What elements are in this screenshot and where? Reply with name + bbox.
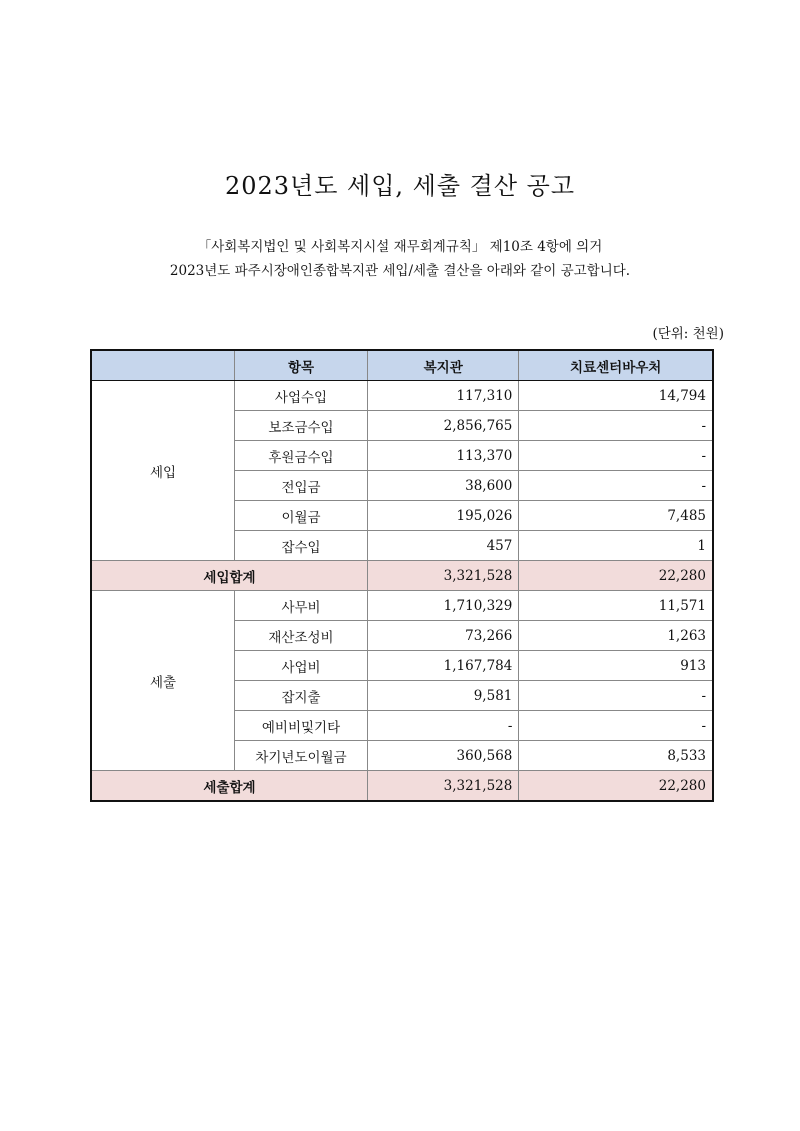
- row-voucher-value: 11,571: [519, 591, 713, 621]
- row-welfare-value: 113,370: [368, 441, 519, 471]
- revenue-category: 세입: [91, 381, 235, 561]
- expense-total-row: [91, 771, 713, 802]
- row-voucher-value: -: [519, 711, 713, 741]
- row-welfare-value: 117,310: [368, 381, 519, 411]
- row-item: 사업수입: [235, 381, 368, 411]
- row-welfare-value: 1,167,784: [368, 651, 519, 681]
- row-voucher-value: 1: [519, 531, 713, 561]
- row-welfare-value: -: [368, 711, 519, 741]
- row-voucher-value: -: [519, 471, 713, 501]
- row-welfare-value: 2,856,765: [368, 411, 519, 441]
- row-welfare-value: 1,710,329: [368, 591, 519, 621]
- row-welfare-value: 360,568: [368, 741, 519, 771]
- revenue-total-label: 세입합계: [91, 561, 368, 591]
- row-voucher-value: -: [519, 411, 713, 441]
- expense-category: 세출: [91, 591, 235, 771]
- row-item: 잡수입: [235, 531, 368, 561]
- row-item: 사업비: [235, 651, 368, 681]
- row-item: 잡지출: [235, 681, 368, 711]
- document-title: 2023년도 세입, 세출 결산 공고: [224, 172, 576, 200]
- row-welfare-value: 38,600: [368, 471, 519, 501]
- revenue-total-welfare: 3,321,528: [368, 561, 519, 591]
- row-voucher-value: -: [519, 681, 713, 711]
- expense-total-welfare: 3,321,528: [368, 771, 519, 802]
- expense-total-voucher: 22,280: [519, 771, 713, 802]
- row-item: 사무비: [235, 591, 368, 621]
- row-voucher-value: 7,485: [519, 501, 713, 531]
- header-blank: [91, 350, 235, 381]
- row-item: 차기년도이월금: [235, 741, 368, 771]
- unit-label: (단위: 천원): [652, 326, 724, 342]
- table-row: [91, 591, 713, 621]
- revenue-total-voucher: 22,280: [519, 561, 713, 591]
- settlement-table: [90, 349, 714, 802]
- row-item: 보조금수입: [235, 411, 368, 441]
- header-therapy-voucher: 치료센터바우처: [519, 350, 713, 381]
- row-item: 이월금: [235, 501, 368, 531]
- row-welfare-value: 457: [368, 531, 519, 561]
- row-welfare-value: 195,026: [368, 501, 519, 531]
- intro-line-2: 2023년도 파주시장애인종합복지관 세입/세출 결산을 아래와 같이 공고합니다.: [169, 263, 631, 279]
- row-welfare-value: 9,581: [368, 681, 519, 711]
- intro-paragraph: [0, 235, 800, 283]
- row-voucher-value: 1,263: [519, 621, 713, 651]
- intro-line-1: 「사회복지법인 및 사회복지시설 재무회계규칙」 제10조 4항에 의거: [197, 239, 603, 255]
- expense-total-label: 세출합계: [91, 771, 368, 802]
- row-voucher-value: -: [519, 441, 713, 471]
- row-item: 재산조성비: [235, 621, 368, 651]
- revenue-total-row: [91, 561, 713, 591]
- header-item: 항목: [235, 350, 368, 381]
- row-voucher-value: 8,533: [519, 741, 713, 771]
- header-welfare-center: 복지관: [368, 350, 519, 381]
- row-voucher-value: 14,794: [519, 381, 713, 411]
- row-welfare-value: 73,266: [368, 621, 519, 651]
- table-header-row: [91, 350, 713, 381]
- row-voucher-value: 913: [519, 651, 713, 681]
- row-item: 예비비및기타: [235, 711, 368, 741]
- row-item: 전입금: [235, 471, 368, 501]
- row-item: 후원금수입: [235, 441, 368, 471]
- table-row: [91, 381, 713, 411]
